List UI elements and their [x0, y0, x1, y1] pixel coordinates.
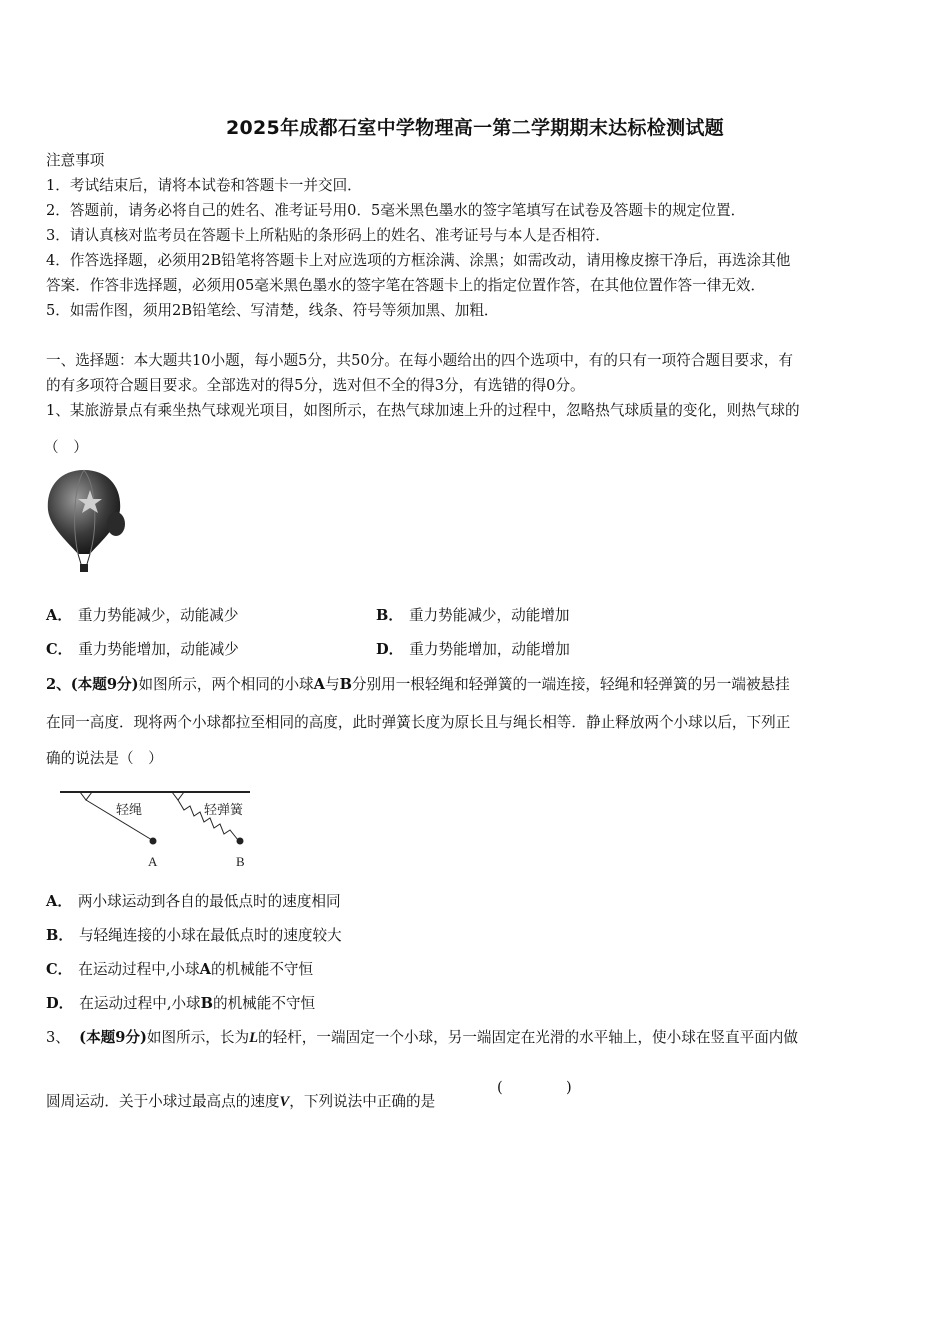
section-heading-line: 的有多项符合题目要求。全部选对的得5分，选对但不全的得3分，有选错的得0分。 — [46, 377, 585, 394]
notice-item: 1．考试结束后，请将本试卷和答题卡一并交回． — [46, 177, 362, 194]
spring-label: 轻弹簧 — [204, 803, 244, 818]
option-c[interactable]: C． 重力势能增加，动能减少 — [46, 641, 239, 658]
answer-bracket-open: ( — [497, 1079, 503, 1096]
question-3-line-1: 3、 (本题9分)如图所示，长为L的轻杆，一端固定一个小球，另一端固定在光滑的水平轴上，使小球在竖直平面内做 — [46, 1029, 798, 1046]
question-1-stem: 1、某旅游景点有乘坐热气球观光项目，如图所示，在热气球加速上升的过程中，忽略热气球质量的变化，则热气球的 — [46, 402, 800, 419]
rope-hook — [80, 792, 92, 800]
question-1-bracket: （ ） — [44, 439, 88, 456]
option-a[interactable]: A． 重力势能减少，动能减少 — [46, 607, 239, 624]
rope-spring-figure — [56, 784, 256, 874]
label-b: B — [236, 854, 245, 869]
notice-item: 2．答题前，请务必将自己的姓名、准考证号用0．5毫米黑色墨水的签字笔填写在试卷及答题卡的规定位置． — [46, 202, 746, 219]
notice-item: 5．如需作图，须用2B铅笔绘、写清楚，线条、符号等须加黑、加粗． — [46, 302, 499, 319]
option-b[interactable]: B． 与轻绳连接的小球在最低点时的速度较大 — [46, 927, 342, 944]
answer-bracket-close: ) — [566, 1079, 572, 1096]
rope-label: 轻绳 — [116, 803, 143, 818]
label-a: A — [148, 854, 158, 869]
ball-b — [237, 838, 244, 845]
ball-a — [150, 838, 157, 845]
option-b[interactable]: B． 重力势能减少，动能增加 — [376, 607, 570, 624]
notice-heading: 注意事项 — [46, 152, 105, 169]
question-3-line-2: 圆周运动．关于小球过最高点的速度V，下列说法中正确的是 — [46, 1093, 436, 1110]
question-2-line-3: 确的说法是（ ） — [46, 750, 163, 767]
option-a[interactable]: A． 两小球运动到各自的最低点时的速度相同 — [46, 893, 341, 910]
page-title: 2025年成都石室中学物理高一第二学期期末达标检测试题 — [226, 117, 724, 139]
notice-item: 答案．作答非选择题，必须用05毫米黑色墨水的签字笔在答题卡上的指定位置作答，在其他位置作答一律无效． — [46, 277, 766, 294]
option-d[interactable]: D． 重力势能增加，动能增加 — [376, 641, 570, 658]
question-2-line-1: 2、(本题9分)如图所示，两个相同的小球A与B分别用一根轻绳和轻弹簧的一端连接，轻绳和轻弹簧的另一端被悬挂 — [46, 676, 790, 693]
notice-item: 4．作答选择题，必须用2B铅笔将答题卡上对应选项的方框涂满、涂黑；如需改动，请用橡皮擦干净后，再选涂其他 — [46, 252, 791, 269]
option-c[interactable]: C． 在运动过程中,小球A的机械能不守恒 — [46, 961, 314, 978]
spring-hook — [172, 792, 184, 800]
notice-item: 3．请认真核对监考员在答题卡上所粘贴的条形码上的姓名、准考证号与本人是否相符． — [46, 227, 610, 244]
balloon-basket — [80, 564, 88, 572]
question-2-line-2: 在同一高度．现将两个小球都拉至相同的高度，此时弹簧长度为原长且与绳长相等．静止释放两个小球以后，下列正 — [46, 714, 791, 731]
section-heading-line: 一、选择题：本大题共10小题，每小题5分，共50分。在每小题给出的四个选项中，有的只有一项符合题目要求，有 — [46, 352, 793, 369]
balloon-envelope — [48, 470, 120, 554]
option-d[interactable]: D． 在运动过程中,小球B的机械能不守恒 — [46, 995, 316, 1012]
hot-air-balloon-figure — [44, 466, 126, 576]
